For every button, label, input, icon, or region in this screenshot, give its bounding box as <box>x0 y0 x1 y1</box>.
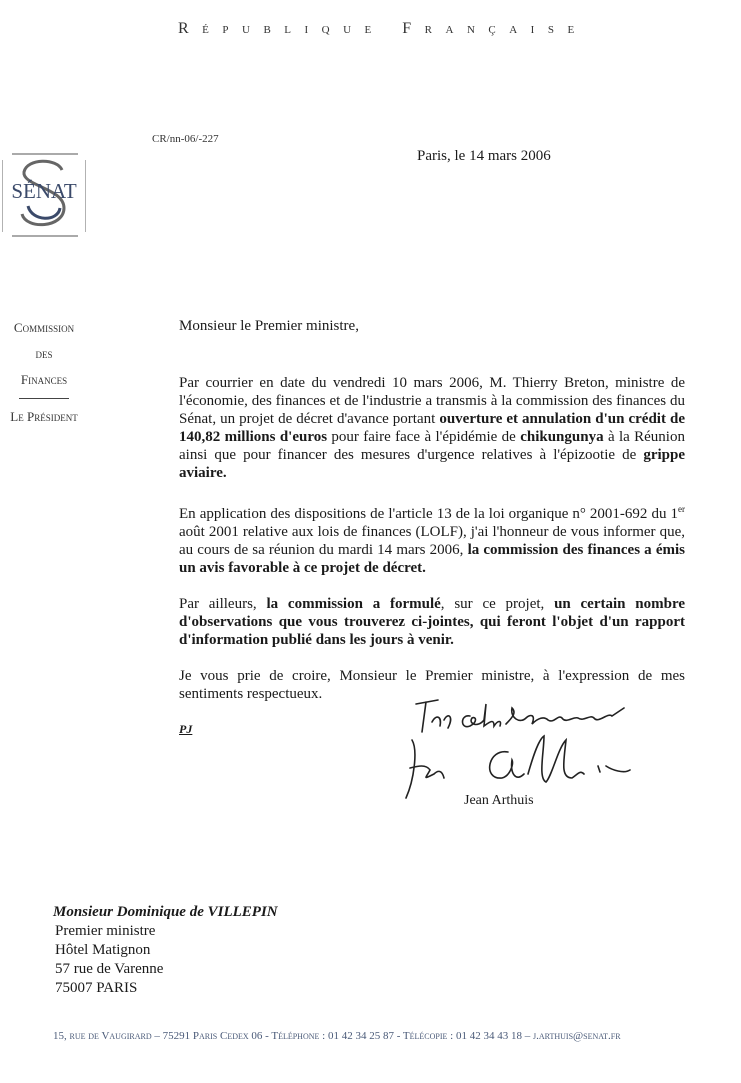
sender-role: Le Président <box>10 409 78 424</box>
text: Par courrier en date du vendredi 10 mars 2006, M. Thierry Breton, ministre de l'économie, des finances et de l'industrie a transmis à la commission des finances du Sénat, un projet de décret d'avance portant <box>179 375 685 427</box>
text: à la Réunion ainsi que pour financer des mesures d'urgence relatives à l'épizootie de <box>179 429 685 463</box>
bold-text: un certain nombre d'observations que vous trouverez ci-jointes, qui feront l'objet d'un rapport d'information publié dans les jours à venir. <box>179 596 686 648</box>
recipient-name: Monsieur Dominique de VILLEPIN <box>53 904 278 920</box>
bold-text: ouverture et annulation d'un crédit de 140,82 millions d'euros <box>179 411 685 445</box>
letter-body <box>179 374 685 721</box>
signatory-name: Jean Arthuis <box>464 793 534 808</box>
handwritten-signature <box>398 690 648 805</box>
text: Par ailleurs, <box>179 596 267 612</box>
letterhead-title: République Française <box>178 20 588 37</box>
paragraph <box>179 595 685 649</box>
recipient-address <box>53 903 278 998</box>
closing-paragraph: Je vous prie de croire, Monsieur le Premier ministre, à l'expression de mes sentiments respectueux. <box>179 668 685 702</box>
bold-text: grippe aviaire. <box>179 447 685 481</box>
department-line: Commission <box>13 320 75 335</box>
department-line: des <box>35 346 53 361</box>
superscript: er <box>678 504 685 514</box>
bold-text: la commission a formulé <box>266 596 441 612</box>
paragraph <box>179 500 685 577</box>
divider <box>19 398 69 399</box>
footer-contact: 15, rue de Vaugirard – 75291 Paris Cedex 06 - Téléphone : 01 42 34 25 87 - Télécopie : 01 42 34 43 18 – j.arthuis@senat.fr <box>53 1030 621 1042</box>
department-line: Finances <box>20 372 68 387</box>
enclosure-mark: PJ <box>179 722 193 736</box>
text: En application des dispositions de l'article 13 de la loi organique n° 2001-692 du 1 <box>179 506 678 522</box>
bold-text: chikungunya <box>520 429 604 445</box>
reference-number: CR/nn-06/-227 <box>152 133 219 145</box>
sender-department <box>0 315 88 430</box>
recipient-building: Hôtel Matignon <box>55 942 151 958</box>
bold-text: la commission des finances a émis un avis favorable à ce projet de décret. <box>179 542 685 576</box>
svg-text:SÉNAT: SÉNAT <box>11 179 77 203</box>
text: pour faire face à l'épidémie de <box>327 429 521 445</box>
text: , sur ce projet, <box>440 596 555 612</box>
text: août 2001 relative aux lois de finances (LOLF), j'ai l'honneur de vous informer que, au cours de sa réunion du mardi 14 mars 2006, <box>179 524 685 558</box>
senat-logo <box>2 152 86 238</box>
recipient-city: 75007 PARIS <box>55 980 138 996</box>
place-date: Paris, le 14 mars 2006 <box>417 148 551 164</box>
salutation: Monsieur le Premier ministre, <box>179 318 359 334</box>
recipient-title: Premier ministre <box>55 923 156 939</box>
paragraph <box>179 374 685 482</box>
recipient-street: 57 rue de Varenne <box>55 961 164 977</box>
